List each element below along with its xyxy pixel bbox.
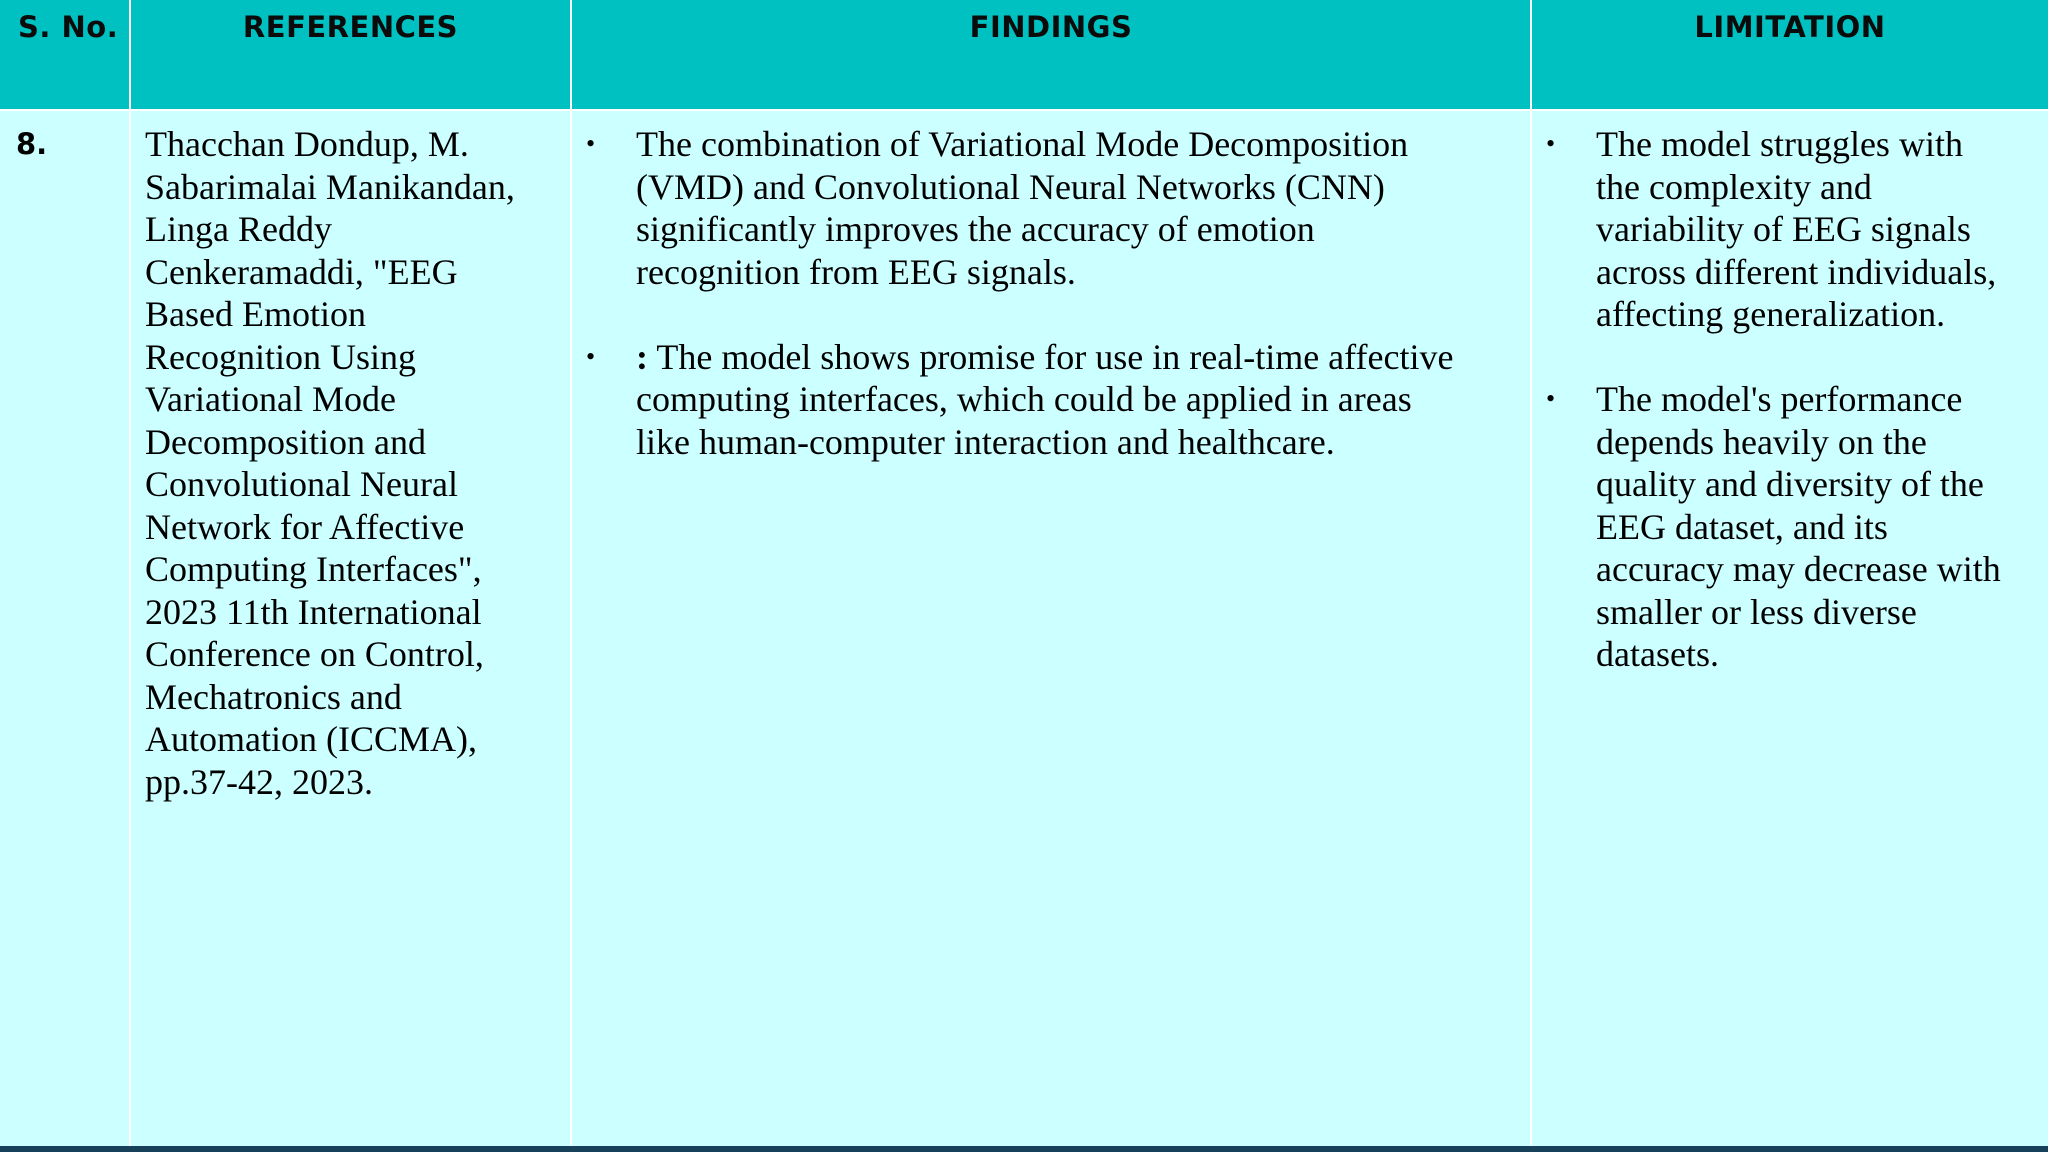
sno-cell: 8. (0, 110, 130, 1146)
reference-line: Decomposition and (145, 421, 426, 462)
reference-line: Cenkeramaddi, "EEG (145, 251, 458, 292)
reference-line: Convolutional Neural (145, 464, 458, 504)
limitation-line: depends heavily on the (1596, 421, 1927, 462)
finding-line: (VMD) and Convolutional Neural Networks (CNN) (636, 166, 1385, 207)
reference-line: Network for Affective (145, 506, 465, 547)
limitation-line: accuracy may decrease with (1596, 549, 2001, 589)
limitation-line: The model's performance (1596, 379, 1963, 419)
limitation-item (1542, 378, 2032, 676)
reference-line: Computing Interfaces", (145, 549, 482, 589)
finding-item (582, 123, 1514, 293)
reference-cell (130, 110, 571, 1146)
reference-line: 2023 11th International (145, 591, 482, 632)
finding-line: computing interfaces, which could be applied in areas (636, 379, 1412, 419)
limitation-line: quality and diversity of the (1596, 464, 1984, 504)
findings-cell (571, 110, 1531, 1146)
header-sno: S. No. (0, 0, 130, 110)
finding-line-text: The model shows promise for use in real-time affective (648, 336, 1454, 377)
limitation-line: smaller or less diverse (1596, 591, 1917, 632)
finding-line: The combination of Variational Mode Decomposition (636, 124, 1409, 164)
reference-line: Conference on Control, (145, 634, 484, 674)
finding-item (582, 336, 1514, 464)
finding-line: significantly improves the accuracy of emotion (636, 209, 1315, 249)
reference-line: Linga Reddy (145, 209, 332, 249)
reference-line: Variational Mode (145, 379, 396, 419)
bullet-icon: • (586, 129, 596, 158)
limitation-cell (1531, 110, 2048, 1146)
limitation-line: EEG dataset, and its (1596, 506, 1888, 547)
bullet-icon: • (1546, 384, 1556, 413)
header-limitation: LIMITATION (1531, 0, 2048, 110)
header-row (0, 0, 2048, 110)
limitation-item (1542, 123, 2032, 336)
limitation-line: affecting generalization. (1596, 294, 1946, 334)
reference-line: Based Emotion (145, 294, 366, 334)
findings-list (582, 123, 1514, 463)
limitation-line: The model struggles with (1596, 124, 1963, 164)
finding-line: like human-computer interaction and healthcare. (636, 421, 1335, 462)
reference-line: Thacchan Dondup, M. (145, 124, 469, 164)
finding-line: recognition from EEG signals. (636, 251, 1076, 292)
finding-prefix: : (636, 336, 648, 377)
bottom-bar (0, 1146, 2048, 1152)
limitation-line: across different individuals, (1596, 251, 1997, 292)
limitation-list (1542, 123, 2032, 676)
reference-line: Mechatronics and (145, 676, 402, 717)
header-references: REFERENCES (130, 0, 571, 110)
reference-line: Recognition Using (145, 336, 416, 377)
reference-line: Automation (ICCMA), (145, 719, 477, 759)
reference-line: Sabarimalai Manikandan, (145, 166, 515, 207)
reference-line: pp.37-42, 2023. (145, 761, 373, 802)
bullet-icon: • (586, 341, 596, 371)
limitation-line: the complexity and (1596, 166, 1872, 207)
limitation-line: variability of EEG signals (1596, 209, 1971, 249)
bullet-icon: • (1546, 129, 1556, 158)
table-row (0, 110, 2048, 1146)
limitation-line: datasets. (1596, 634, 1719, 674)
finding-line (636, 336, 1514, 379)
header-findings: FINDINGS (571, 0, 1531, 110)
